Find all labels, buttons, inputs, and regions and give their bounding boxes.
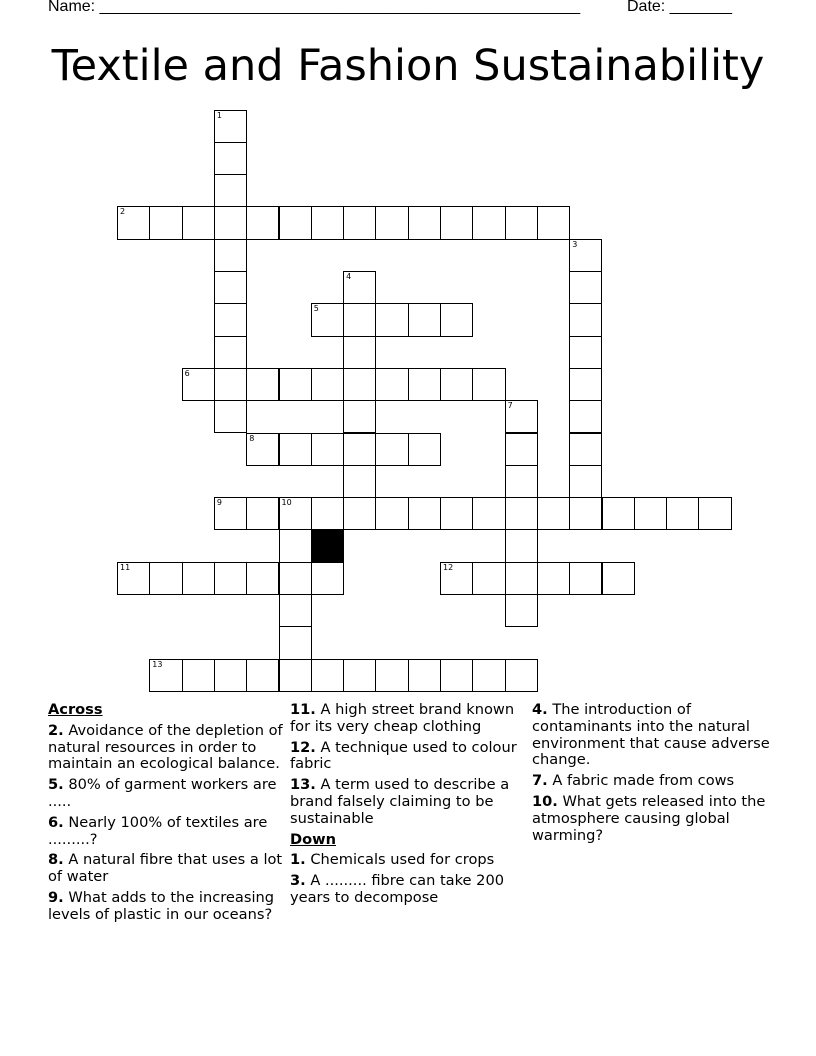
grid-cell[interactable] [149, 206, 182, 239]
grid-cell[interactable] [440, 368, 473, 401]
grid-cell[interactable] [537, 206, 570, 239]
grid-cell[interactable] [472, 562, 505, 595]
grid-cell[interactable] [246, 433, 279, 466]
grid-cell[interactable] [214, 336, 247, 369]
grid-cell[interactable] [408, 497, 441, 530]
grid-cell[interactable] [343, 303, 376, 336]
grid-cell[interactable] [440, 206, 473, 239]
grid-cell[interactable] [279, 659, 312, 692]
grid-cell[interactable] [505, 562, 538, 595]
grid-cell[interactable] [343, 433, 376, 466]
grid-cell[interactable] [279, 594, 312, 627]
clue-across-8: 8. A natural fibre that uses a lot of water [48, 851, 283, 886]
grid-cell[interactable] [279, 626, 312, 659]
grid-cell[interactable] [505, 659, 538, 692]
grid-cell[interactable] [214, 110, 247, 143]
grid-cell[interactable] [279, 529, 312, 562]
grid-cell[interactable] [246, 497, 279, 530]
clue-column-1 [48, 702, 284, 928]
grid-cell[interactable] [505, 465, 538, 498]
grid-cell[interactable] [505, 433, 538, 466]
grid-cell[interactable] [343, 368, 376, 401]
grid-cell[interactable] [246, 659, 279, 692]
grid-cell[interactable] [440, 562, 473, 595]
grid-cell[interactable] [569, 562, 602, 595]
grid-cell[interactable] [182, 206, 215, 239]
grid-cell[interactable] [279, 368, 312, 401]
grid-cell[interactable] [311, 303, 344, 336]
clue-down-10: 10. What gets released into the atmosphere causing global warming? [532, 792, 766, 844]
grid-cell[interactable] [569, 497, 602, 530]
grid-cell[interactable] [602, 497, 635, 530]
grid-cell[interactable] [440, 497, 473, 530]
grid-cell[interactable] [375, 659, 408, 692]
grid-cell[interactable] [182, 562, 215, 595]
grid-cell[interactable] [311, 497, 344, 530]
grid-cell[interactable] [375, 497, 408, 530]
across-heading: Across [48, 701, 103, 718]
grid-cell[interactable] [569, 271, 602, 304]
grid-cell[interactable] [311, 433, 344, 466]
grid-cell[interactable] [246, 562, 279, 595]
grid-cell[interactable] [537, 497, 570, 530]
grid-cell[interactable] [311, 562, 344, 595]
grid-cell[interactable] [214, 206, 247, 239]
clue-number: 6 [184, 368, 190, 378]
grid-cell[interactable] [408, 368, 441, 401]
clue-across-6: 6. Nearly 100% of textiles are .........? [48, 813, 268, 848]
black-square [311, 529, 344, 562]
grid-cell[interactable] [214, 142, 247, 175]
clue-number: 10 [281, 498, 292, 508]
grid-cell[interactable] [214, 400, 247, 433]
grid-cell[interactable] [214, 659, 247, 692]
grid-cell[interactable] [569, 239, 602, 272]
grid-cell[interactable] [279, 562, 312, 595]
clue-number: 1 [216, 110, 222, 120]
grid-cell[interactable] [569, 400, 602, 433]
grid-cell[interactable] [569, 368, 602, 401]
grid-cell[interactable] [408, 303, 441, 336]
grid-cell[interactable] [343, 465, 376, 498]
grid-cell[interactable] [343, 336, 376, 369]
grid-cell[interactable] [472, 368, 505, 401]
grid-cell[interactable] [311, 659, 344, 692]
grid-cell[interactable] [440, 659, 473, 692]
grid-cell[interactable] [279, 433, 312, 466]
clue-number: 12 [443, 562, 454, 572]
grid-cell[interactable] [214, 303, 247, 336]
grid-cell[interactable] [149, 562, 182, 595]
clue-across-13: 13. A term used to describe a brand falsely claiming to be sustainable [290, 776, 510, 827]
clue-down-1: 1. Chemicals used for crops [290, 851, 495, 869]
grid-cell[interactable] [408, 206, 441, 239]
name-field-label: Name: ______________________________________________________ [48, 0, 581, 15]
grid-cell[interactable] [343, 206, 376, 239]
grid-cell[interactable] [214, 239, 247, 272]
clue-number: 2 [120, 207, 126, 217]
grid-cell[interactable] [634, 497, 667, 530]
grid-cell[interactable] [246, 206, 279, 239]
clue-number: 9 [216, 498, 222, 508]
clue-down-3: 3. A ......... fibre can take 200 years to decompose [290, 872, 505, 906]
puzzle-title: Textile and Fashion Sustainability [51, 41, 765, 91]
clue-number: 8 [249, 433, 255, 443]
grid-cell[interactable] [569, 336, 602, 369]
grid-cell[interactable] [117, 206, 150, 239]
grid-cell[interactable] [375, 368, 408, 401]
clue-number: 7 [507, 401, 513, 411]
clue-across-12: 12. A technique used to colour fabric [290, 738, 517, 773]
down-heading: Down [290, 830, 337, 848]
grid-cell[interactable] [602, 562, 635, 595]
grid-cell[interactable] [537, 562, 570, 595]
grid-cell[interactable] [214, 562, 247, 595]
clue-number: 3 [572, 239, 578, 249]
grid-cell[interactable] [569, 433, 602, 466]
grid-cell[interactable] [505, 529, 538, 562]
clue-across-11: 11. A high street brand known for its very cheap clothing [290, 701, 515, 735]
grid-cell[interactable] [375, 206, 408, 239]
clue-number: 11 [120, 562, 131, 572]
grid-cell[interactable] [569, 465, 602, 498]
grid-cell[interactable] [214, 368, 247, 401]
clue-down-7: 7. A fabric made from cows [532, 772, 735, 790]
clue-across-2: 2. Avoidance of the depletion of natural resources in order to maintain an ecological balance. [48, 721, 283, 773]
grid-cell[interactable] [408, 659, 441, 692]
grid-cell[interactable] [343, 400, 376, 433]
grid-cell[interactable] [214, 497, 247, 530]
clue-number: 13 [152, 659, 163, 669]
grid-cell[interactable] [214, 271, 247, 304]
grid-cell[interactable] [117, 562, 150, 595]
grid-cell[interactable] [505, 594, 538, 627]
grid-cell[interactable] [311, 368, 344, 401]
date-field-label: Date: _______ [627, 0, 732, 15]
grid-cell[interactable] [408, 433, 441, 466]
grid-cell[interactable] [182, 659, 215, 692]
clue-column-3 [532, 702, 772, 848]
clue-column-2 [290, 702, 526, 911]
grid-cell[interactable] [246, 368, 279, 401]
grid-cell[interactable] [440, 303, 473, 336]
clue-down-4: 4. The introduction of contaminants into the natural environment that cause adverse change. [532, 701, 770, 769]
grid-cell[interactable] [472, 659, 505, 692]
grid-cell[interactable] [182, 368, 215, 401]
grid-cell[interactable] [375, 303, 408, 336]
clue-across-5: 5. 80% of garment workers are ..... [48, 776, 277, 810]
grid-cell[interactable] [311, 206, 344, 239]
grid-cell[interactable] [343, 659, 376, 692]
grid-cell[interactable] [505, 497, 538, 530]
grid-cell[interactable] [472, 206, 505, 239]
grid-cell[interactable] [343, 497, 376, 530]
grid-cell[interactable] [505, 206, 538, 239]
grid-cell[interactable] [149, 659, 182, 692]
clue-across-9: 9. What adds to the increasing levels of plastic in our oceans? [48, 888, 275, 923]
grid-cell[interactable] [279, 206, 312, 239]
grid-cell[interactable] [214, 174, 247, 207]
grid-cell[interactable] [279, 497, 312, 530]
clue-number: 5 [313, 304, 319, 314]
grid-cell[interactable] [666, 497, 699, 530]
grid-cell[interactable] [569, 303, 602, 336]
grid-cell[interactable] [505, 400, 538, 433]
grid-cell[interactable] [472, 497, 505, 530]
grid-cell[interactable] [698, 497, 731, 530]
clue-number: 4 [346, 272, 352, 281]
grid-cell[interactable] [343, 271, 376, 304]
grid-cell[interactable] [375, 433, 408, 466]
